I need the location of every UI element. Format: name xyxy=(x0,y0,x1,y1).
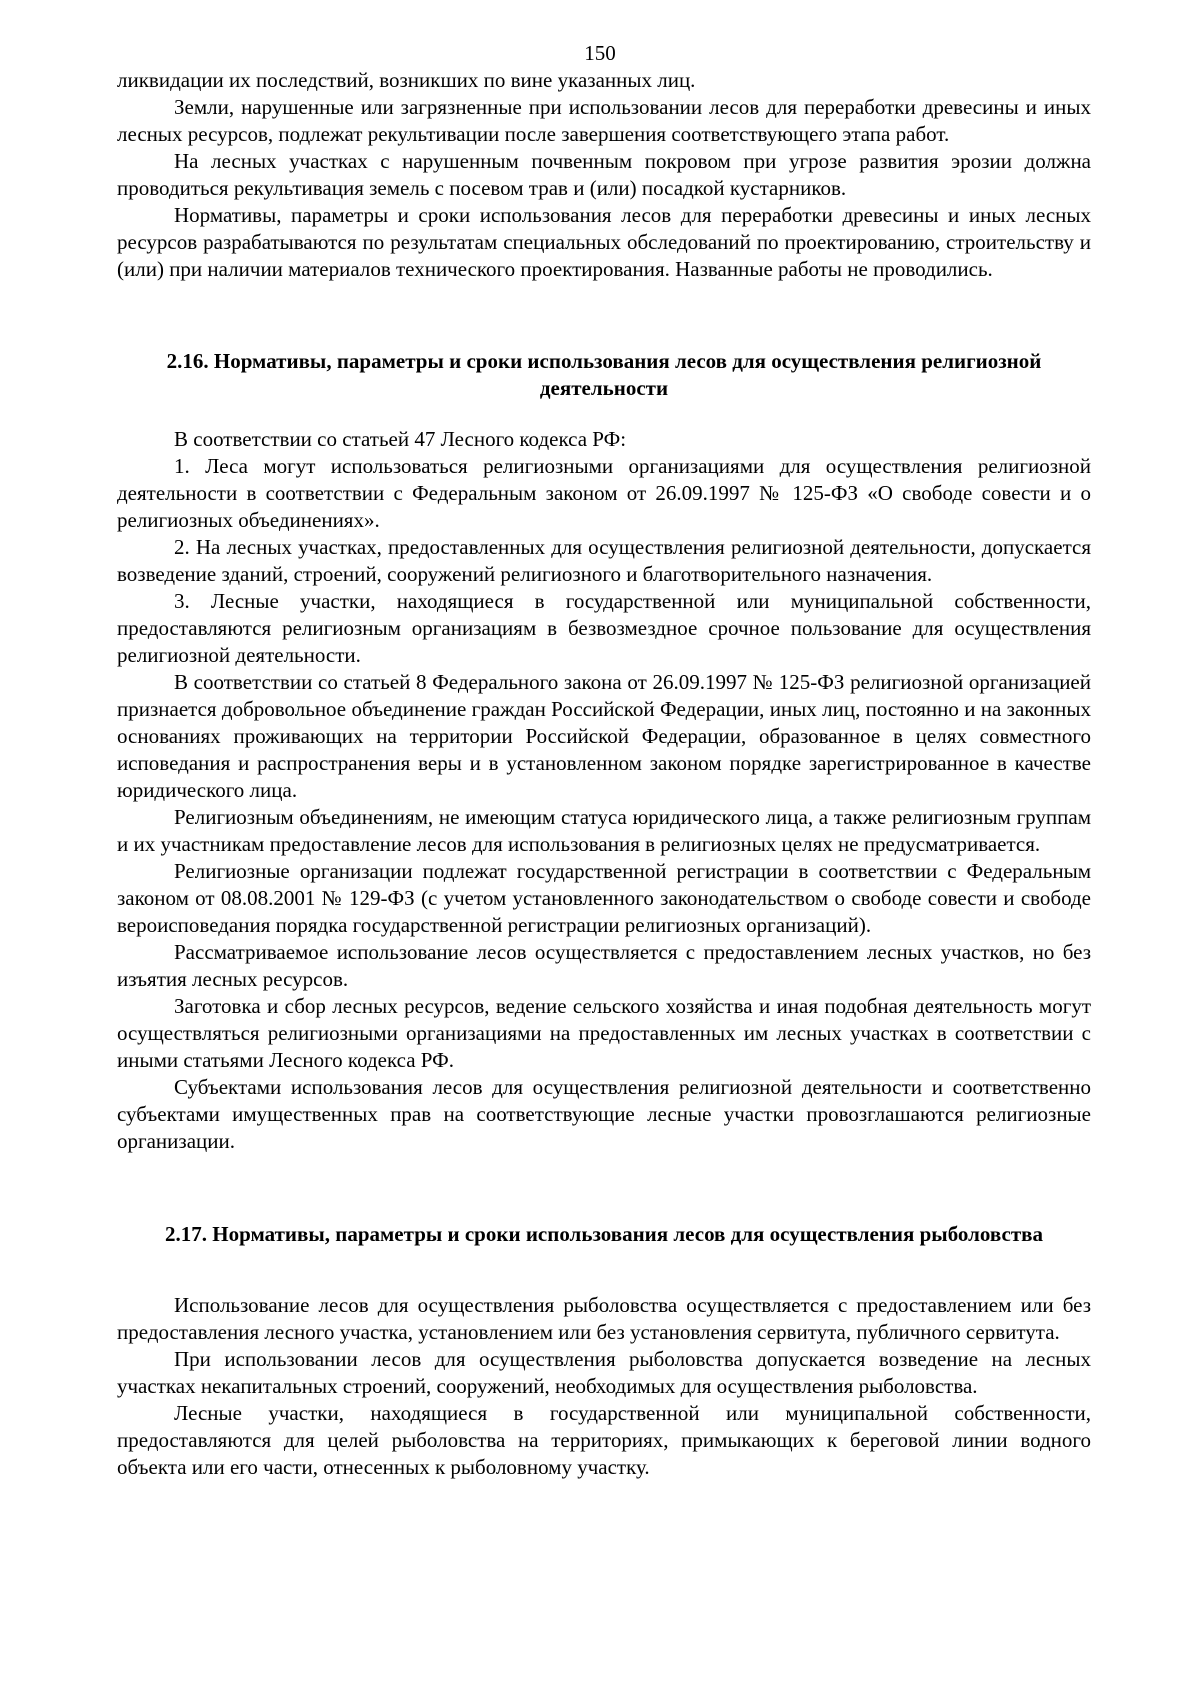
paragraph: Использование лесов для осуществления рыболовства осуществляется с предоставлением или без предоставления лесного участка, установлением или без установления сервитута, публичного сервитута. xyxy=(117,1293,1091,1344)
paragraph: Нормативы, параметры и сроки использования лесов для переработки древесины и иных лесных ресурсов разрабатываются по результатам специальных обследований по проектированию, строительству и (или) при наличии материалов технического проектирования. Названные работы не проводились. xyxy=(117,203,1091,281)
paragraph: Религиозные организации подлежат государственной регистрации в соответствии с Федеральным законом от 08.08.2001 № 129-ФЗ (с учетом установленного законодательством о свободе совести и свободе вероисповедания порядка государственной регистрации религиозных организаций). xyxy=(117,859,1091,937)
page-number: 150 xyxy=(584,41,616,65)
paragraph: 1. Леса могут использоваться религиозными организациями для осуществления религиозной деятельности в соответствии с Федеральным законом от 26.09.1997 № 125-ФЗ «О свободе совести и о религиозных объединениях». xyxy=(117,454,1091,532)
section-heading-2-16: 2.16. Нормативы, параметры и сроки использования лесов для осуществления религиозной деятельности xyxy=(166,349,1042,400)
section-block-1 xyxy=(117,67,1091,283)
paragraph: Заготовка и сбор лесных ресурсов, ведение сельского хозяйства и иная подобная деятельность могут осуществляться религиозными организациями на предоставленных им лесных участках в соответствии с иными статьями Лесного кодекса РФ. xyxy=(117,994,1091,1072)
paragraph: Рассматриваемое использование лесов осуществляется с предоставлением лесных участков, но без изъятия лесных ресурсов. xyxy=(117,940,1091,991)
paragraph: 3. Лесные участки, находящиеся в государственной или муниципальной собственности, предоставляются религиозным организациям в безвозмездное срочное пользование для осуществления религиозной деятельности. xyxy=(117,589,1091,667)
paragraph: В соответствии со статьей 47 Лесного кодекса РФ: xyxy=(174,427,627,451)
paragraph: При использовании лесов для осуществления рыболовства допускается возведение на лесных участках некапитальных строений, сооружений, необходимых для осуществления рыболовства. xyxy=(117,1347,1091,1398)
paragraph: Лесные участки, находящиеся в государственной или муниципальной собственности, предоставляются для целей рыболовства на территориях, примыкающих к береговой линии водного объекта или его части, отнесенных к рыболовному участку. xyxy=(117,1401,1091,1479)
paragraph: ликвидации их последствий, возникших по вине указанных лиц. xyxy=(117,68,696,92)
paragraph: Религиозным объединениям, не имеющим статуса юридического лица, а также религиозным группам и их участникам предоставление лесов для использования в религиозных целях не предусматривается. xyxy=(117,805,1091,856)
paragraph: В соответствии со статьей 8 Федерального закона от 26.09.1997 № 125-ФЗ религиозной организацией признается добровольное объединение граждан Российской Федерации, иных лиц, постоянно и на законных основаниях проживающих на территории Российской Федерации, образованное в целях совместного исповедания и распространения веры и в установленном законом порядке зарегистрированное в качестве юридического лица. xyxy=(117,670,1091,802)
paragraph: 2. На лесных участках, предоставленных для осуществления религиозной деятельности, допускается возведение зданий, строений, сооружений религиозного и благотворительного назначения. xyxy=(117,535,1091,586)
paragraph: Земли, нарушенные или загрязненные при использовании лесов для переработки древесины и иных лесных ресурсов, подлежат рекультивации после завершения соответствующего этапа работ. xyxy=(117,95,1091,146)
section-block-3 xyxy=(117,1292,1091,1481)
section-block-2 xyxy=(117,426,1091,1155)
section-heading-2-17: 2.17. Нормативы, параметры и сроки использования лесов для осуществления рыболовства xyxy=(165,1222,1043,1246)
paragraph: На лесных участках с нарушенным почвенным покровом при угрозе развития эрозии должна проводиться рекультивация земель с посевом трав и (или) посадкой кустарников. xyxy=(117,149,1091,200)
paragraph: Субъектами использования лесов для осуществления религиозной деятельности и соответственно субъектами имущественных прав на соответствующие лесные участки провозглашаются религиозные организации. xyxy=(117,1075,1091,1153)
